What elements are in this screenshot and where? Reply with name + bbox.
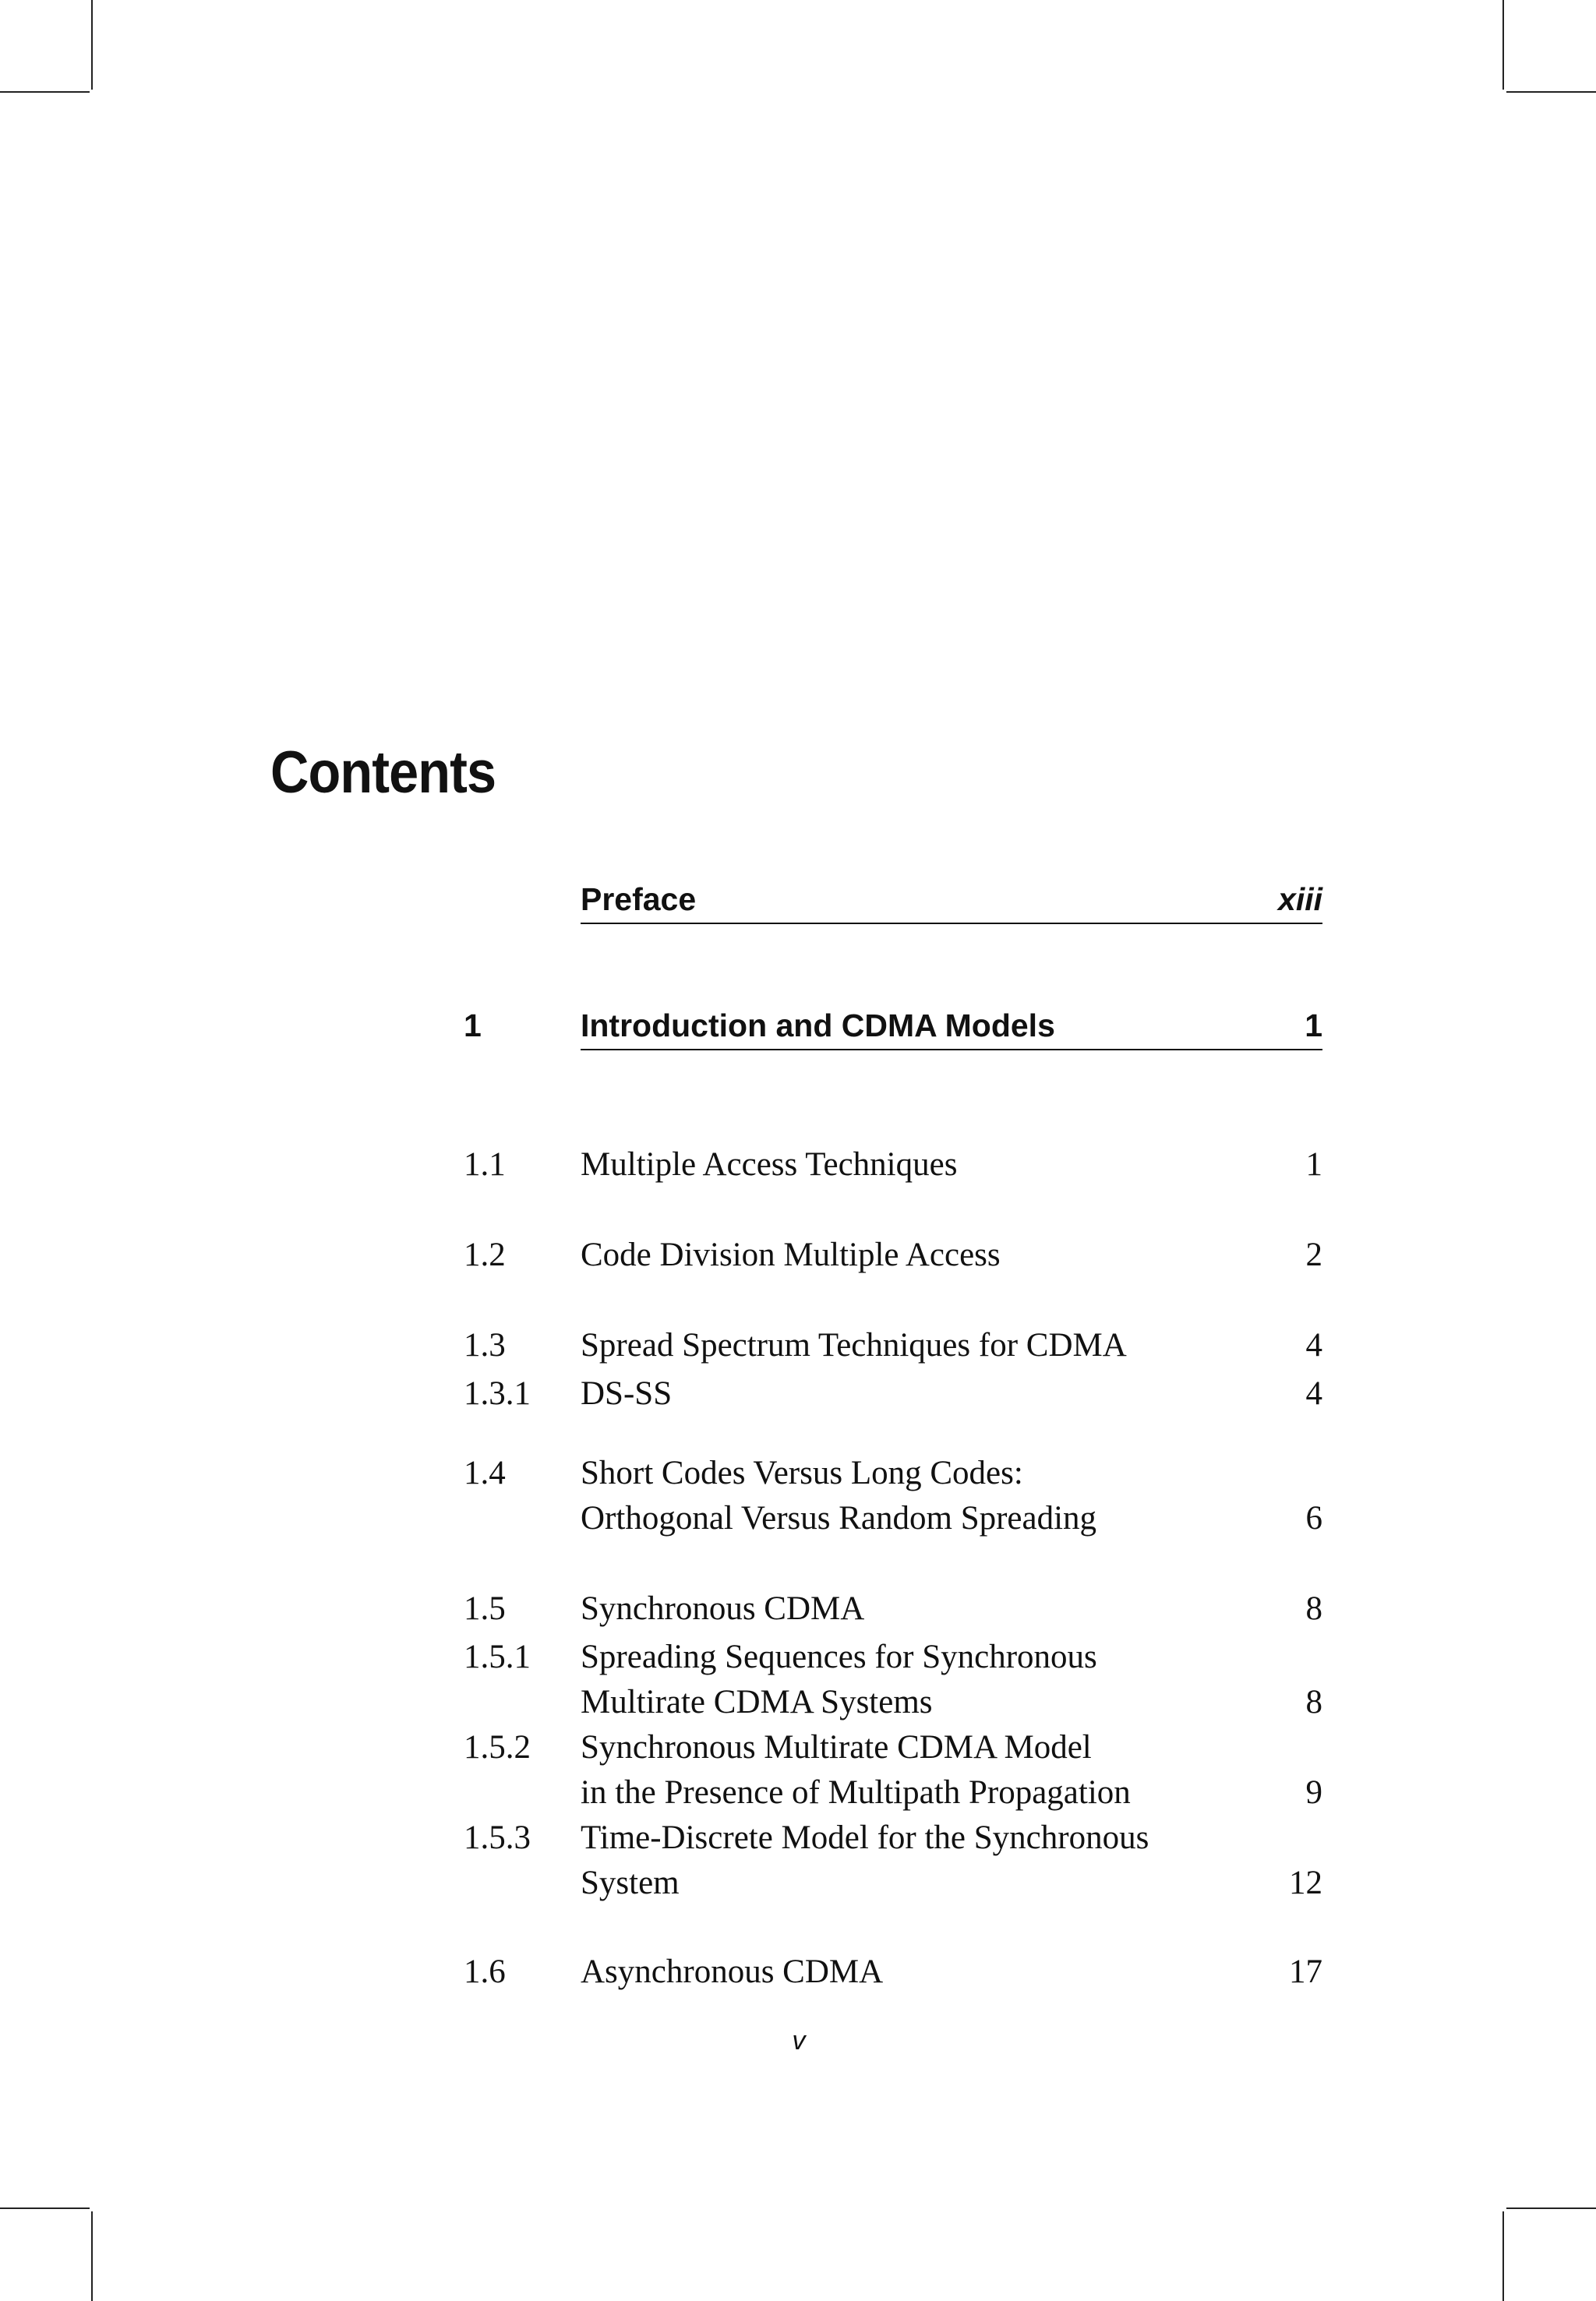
toc-entry-title-line-1: Spreading Sequences for Synchronous (581, 1639, 1097, 1675)
toc-entry-number: 1.4 (464, 1455, 506, 1491)
toc-entry-title: Asynchronous CDMA (581, 1953, 884, 1990)
toc-entry-title: Spread Spectrum Techniques for CDMA (581, 1327, 1127, 1364)
toc-entry-title: Synchronous CDMA (581, 1590, 865, 1627)
toc-entry-number: 1.5.2 (464, 1729, 531, 1766)
toc-entry-title-line-1: Synchronous Multirate CDMA Model (581, 1729, 1092, 1766)
toc-entry-number: 1.5.1 (464, 1639, 531, 1675)
crop-mark-top-right-horizontal (1506, 91, 1596, 93)
crop-mark-bottom-right-vertical (1502, 2211, 1504, 2301)
toc-chapter-page: 1 (1305, 1008, 1322, 1043)
toc-entry-page: 8 (1305, 1684, 1322, 1720)
toc-entry-page: 12 (1289, 1865, 1322, 1901)
toc-entry-page: 1 (1305, 1146, 1322, 1183)
toc-entry-title-line-2: Multirate CDMA Systems (581, 1684, 933, 1720)
toc-entry-title-line-1: Time-Discrete Model for the Synchronous (581, 1819, 1149, 1856)
crop-mark-bottom-left-horizontal (0, 2207, 90, 2209)
toc-entry-number: 1.5 (464, 1590, 506, 1627)
toc-chapter-title: Introduction and CDMA Models (581, 1008, 1055, 1043)
toc-entry-title-line-2: in the Presence of Multipath Propagation (581, 1774, 1131, 1811)
toc-preface-label: Preface (581, 881, 697, 917)
toc-chapter-number: 1 (464, 1008, 482, 1043)
crop-mark-bottom-right-horizontal (1506, 2207, 1596, 2209)
toc-entry-title: Code Division Multiple Access (581, 1237, 1001, 1273)
crop-mark-top-left-vertical (91, 0, 93, 90)
toc-entry-number: 1.3 (464, 1327, 506, 1364)
toc-chapter[interactable] (464, 1004, 1322, 1052)
crop-mark-bottom-left-vertical (91, 2211, 93, 2301)
toc-entry-title-line-1: Short Codes Versus Long Codes: (581, 1455, 1023, 1491)
toc-entry-number: 1.3.1 (464, 1375, 531, 1412)
toc-entry-page: 9 (1305, 1774, 1322, 1811)
toc-entry-page: 8 (1305, 1590, 1322, 1627)
toc-preface-page: xiii (1278, 881, 1322, 917)
toc-entry-number: 1.1 (464, 1146, 506, 1183)
page-number: v (792, 2026, 806, 2056)
crop-mark-top-left-horizontal (0, 91, 90, 93)
toc-preface-rule (581, 923, 1322, 924)
toc-entry-page: 2 (1305, 1237, 1322, 1273)
toc-entry-page: 6 (1305, 1500, 1322, 1537)
toc-preface[interactable] (464, 877, 1322, 926)
page-title: Contents (270, 739, 496, 806)
toc-entry-title: DS-SS (581, 1375, 673, 1412)
toc-entry-title: Multiple Access Techniques (581, 1146, 958, 1183)
toc-entry-number: 1.6 (464, 1953, 506, 1990)
toc-entry-page: 4 (1305, 1375, 1322, 1412)
crop-mark-top-right-vertical (1502, 0, 1504, 90)
toc-entry-number: 1.2 (464, 1237, 506, 1273)
toc-chapter-rule (581, 1049, 1322, 1050)
toc-entry-number: 1.5.3 (464, 1819, 531, 1856)
toc-entry-page: 17 (1289, 1953, 1322, 1990)
toc-entry-page: 4 (1305, 1327, 1322, 1364)
toc-entry-title-line-2: Orthogonal Versus Random Spreading (581, 1500, 1097, 1537)
toc-entry-title-line-2: System (581, 1865, 680, 1901)
